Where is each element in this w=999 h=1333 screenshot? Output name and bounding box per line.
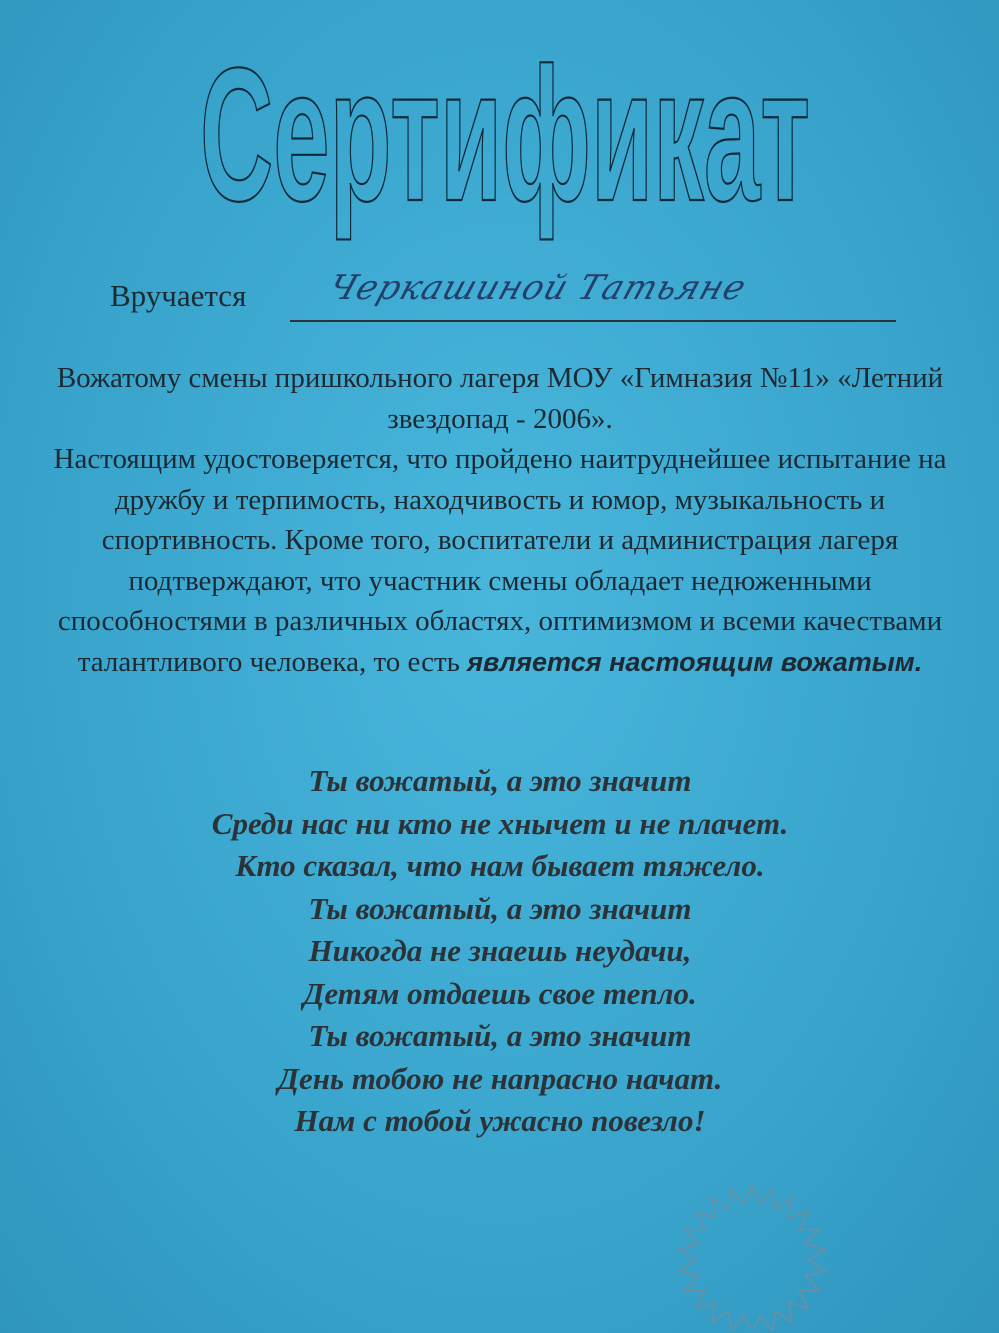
name-underline <box>290 320 896 322</box>
poem-line: Нам с тобой ужасно повезло! <box>294 1103 706 1138</box>
poem-line: Ты вожатый, а это значит <box>308 763 692 798</box>
presented-to-row <box>110 268 910 328</box>
poem <box>60 760 940 1143</box>
poem-line: Детям отдаешь свое тепло. <box>303 975 697 1011</box>
poem-line: Кто сказал, что нам бывает тяжело. <box>235 848 765 883</box>
body-paragraph-1: Вожатому смены пришкольного лагеря МОУ «Гимназия №11» «Летний звездопад - 2006». <box>56 362 944 435</box>
certificate-body <box>40 358 960 682</box>
body-emphasis: является настоящим вожатым. <box>467 646 923 677</box>
poem-line: Никогда не знаешь неудачи, <box>308 933 692 968</box>
starburst-seal-icon <box>672 1180 832 1330</box>
recipient-name: Черкашиной Татьяне <box>323 268 752 308</box>
certificate-title <box>0 0 999 250</box>
presented-label: Вручается <box>110 278 247 313</box>
poem-line: Среди нас ни кто не хнычет и не плачет. <box>211 805 789 841</box>
body-paragraph-2-text: Настоящим удостоверяется, что пройдено наитруднейшее испытание на дружбу и терпимость, находчивость и юмор, музыкальность и спортивность. Кроме того, воспитатели и администрация лагеря подтверждают, что участник смены обладает недюженными способностями в различных областях, оптимизмом и всеми качествами талантливого человека, то есть <box>53 443 947 678</box>
body-paragraph-2 <box>40 439 960 682</box>
poem-line: День тобою не напрасно начат. <box>277 1060 723 1096</box>
poem-line: Ты вожатый, а это значит <box>308 1018 692 1053</box>
certificate-title-text: Сертификат <box>200 29 810 241</box>
poem-line: Ты вожатый, а это значит <box>308 890 692 926</box>
